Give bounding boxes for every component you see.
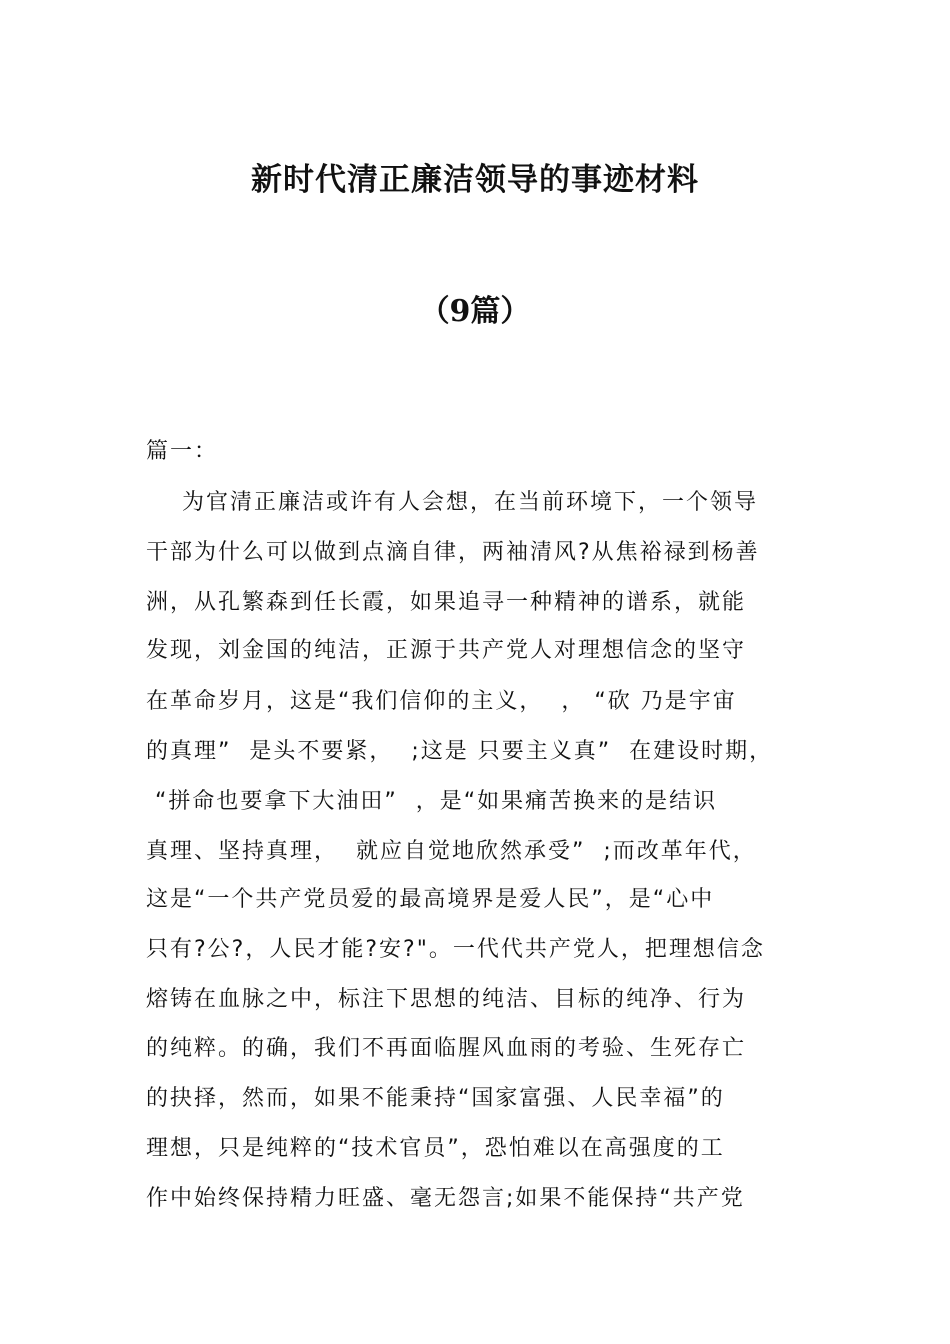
body-line: 作中始终保持精力旺盛、毫无怨言;如果不能保持“共产党	[146, 1186, 745, 1211]
document-title: 新时代清正廉洁领导的事迹材料	[251, 162, 699, 198]
body-line: 发现，刘金国的纯洁，正源于共产党人对理想信念的坚守	[146, 638, 747, 663]
body-line: 的纯粹。的确，我们不再面临腥风血雨的考验、生死存亡	[146, 1036, 747, 1061]
document-subtitle: （9篇）	[419, 294, 531, 329]
body-line: 理想，只是纯粹的“技术官员”，恐怕难以在高强度的工	[146, 1136, 725, 1161]
body-line: 的抉择，然而，如果不能秉持“国家富强、人民幸福”的	[146, 1086, 725, 1111]
body-line: 为官清正廉洁或许有人会想，在当前环境下，一个领导	[146, 490, 758, 515]
body-line: 真理、坚持真理， 就应自觉地欣然承受” ;而改革年代，	[146, 839, 757, 864]
body-line: 在革命岁月，这是“我们信仰的主义， ， “砍 乃是宇宙	[146, 689, 737, 714]
body-line: 这是“一个共产党员爱的最高境界是爱人民”，是“心中	[146, 887, 715, 912]
body-line: 只有?公?，人民才能?安?"。一代代共产党人，把理想信念	[146, 937, 765, 962]
section-label: 篇一：	[146, 439, 219, 464]
body-line: “拼命也要拿下大油田” ，是“如果痛苦换来的是结识	[146, 789, 718, 814]
body-line: 洲，从孔繁森到任长霞，如果追寻一种精神的谱系，就能	[146, 590, 747, 615]
body-line: 干部为什么可以做到点滴自律，两袖清风?从焦裕禄到杨善	[146, 540, 760, 565]
body-line: 熔铸在血脉之中，标注下思想的纯洁、目标的纯净、行为	[146, 987, 747, 1012]
body-line: 的真理” 是头不要紧， ;这是 只要主义真” 在建设时期，	[146, 739, 774, 764]
